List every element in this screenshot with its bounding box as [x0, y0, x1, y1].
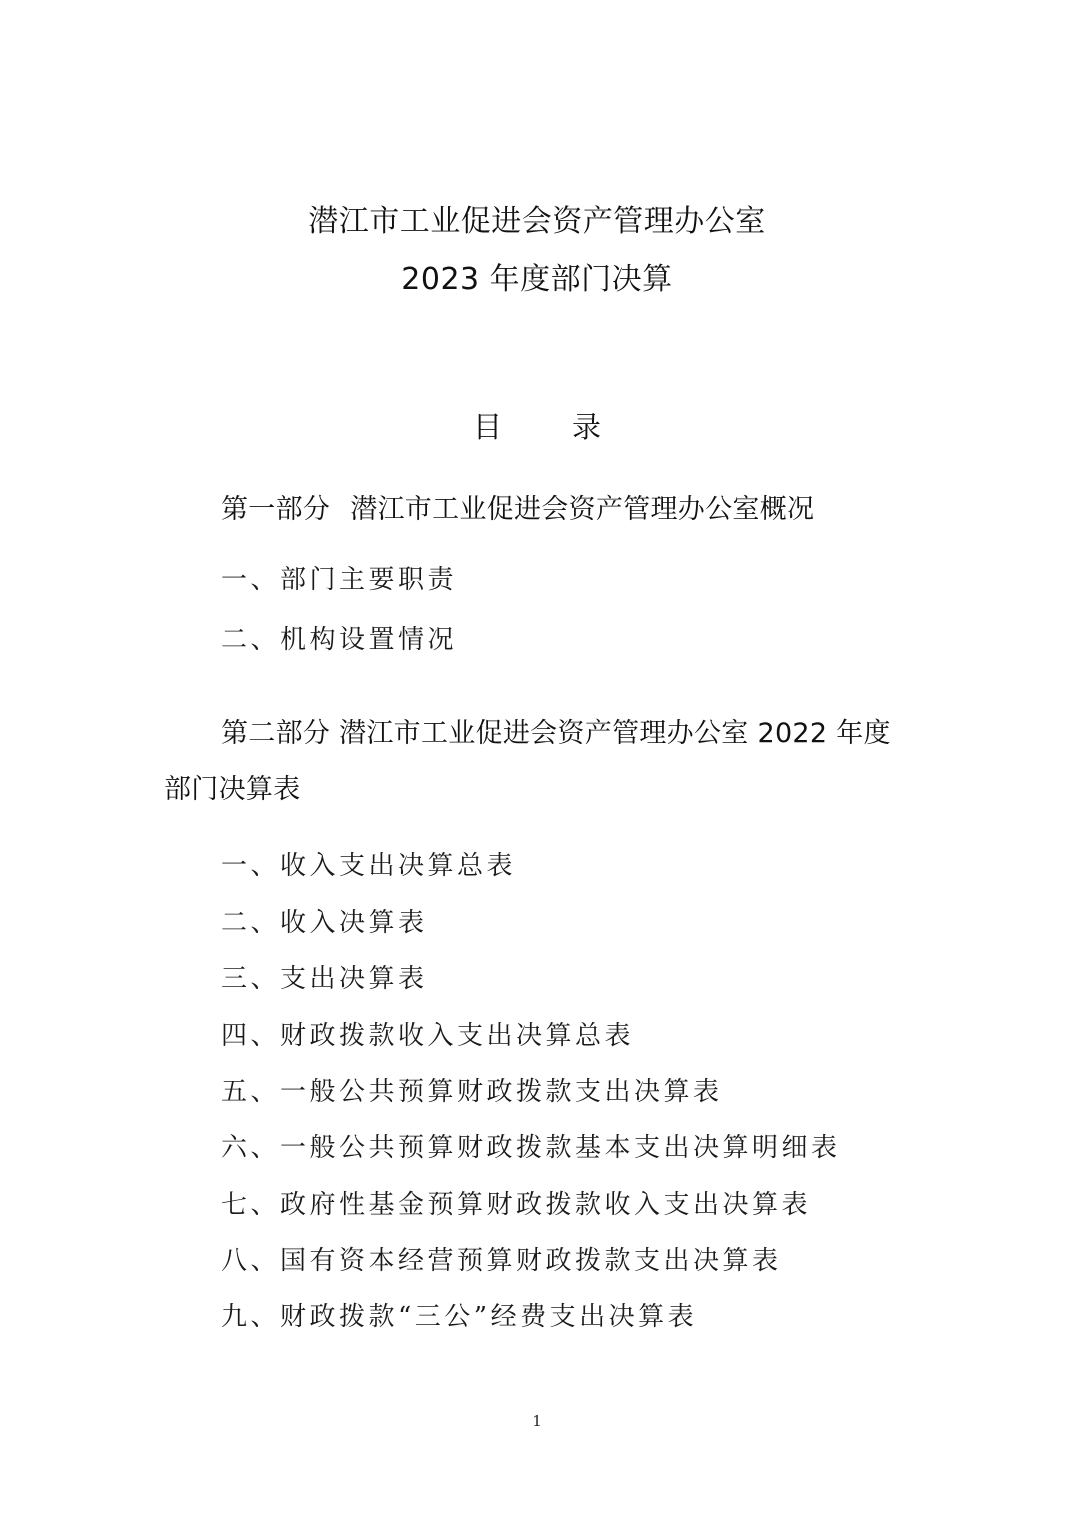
part1-label: 第一部分 — [221, 494, 331, 525]
toc-heading-char-1: 目 — [472, 410, 502, 444]
document-title-line-1: 潜江市工业促进会资产管理办公室 — [308, 204, 766, 239]
toc-heading-char-2: 录 — [572, 410, 602, 444]
part2-heading-line-2: 部门决算表 — [164, 774, 301, 805]
page-number: 1 — [532, 1412, 542, 1430]
toc-item-part2-2: 二、收入决算表 — [221, 908, 428, 938]
part1-heading — [221, 487, 814, 526]
toc-item-part2-9: 九、财政拨款“三公”经费支出决算表 — [221, 1302, 698, 1332]
toc-item-part2-6: 六、一般公共预算财政拨款基本支出决算明细表 — [221, 1133, 841, 1163]
toc-item-part2-3: 三、支出决算表 — [221, 964, 428, 994]
toc-item-part2-5: 五、一般公共预算财政拨款支出决算表 — [221, 1077, 723, 1107]
toc-item-part2-4: 四、财政拨款收入支出决算总表 — [221, 1021, 635, 1051]
toc-item-part1-1: 一、部门主要职责 — [221, 565, 458, 595]
part1-title: 潜江市工业促进会资产管理办公室概况 — [350, 494, 815, 525]
part2-heading-line-1: 第二部分 潜江市工业促进会资产管理办公室 2022 年度 — [221, 718, 891, 749]
toc-heading — [0, 405, 1074, 446]
document-title-line-2: 2023 年度部门决算 — [401, 262, 673, 297]
toc-item-part2-1: 一、收入支出决算总表 — [221, 851, 517, 881]
toc-item-part1-2: 二、机构设置情况 — [221, 625, 458, 655]
toc-item-part2-8: 八、国有资本经营预算财政拨款支出决算表 — [221, 1246, 782, 1276]
toc-item-part2-7: 七、政府性基金预算财政拨款收入支出决算表 — [221, 1190, 812, 1220]
